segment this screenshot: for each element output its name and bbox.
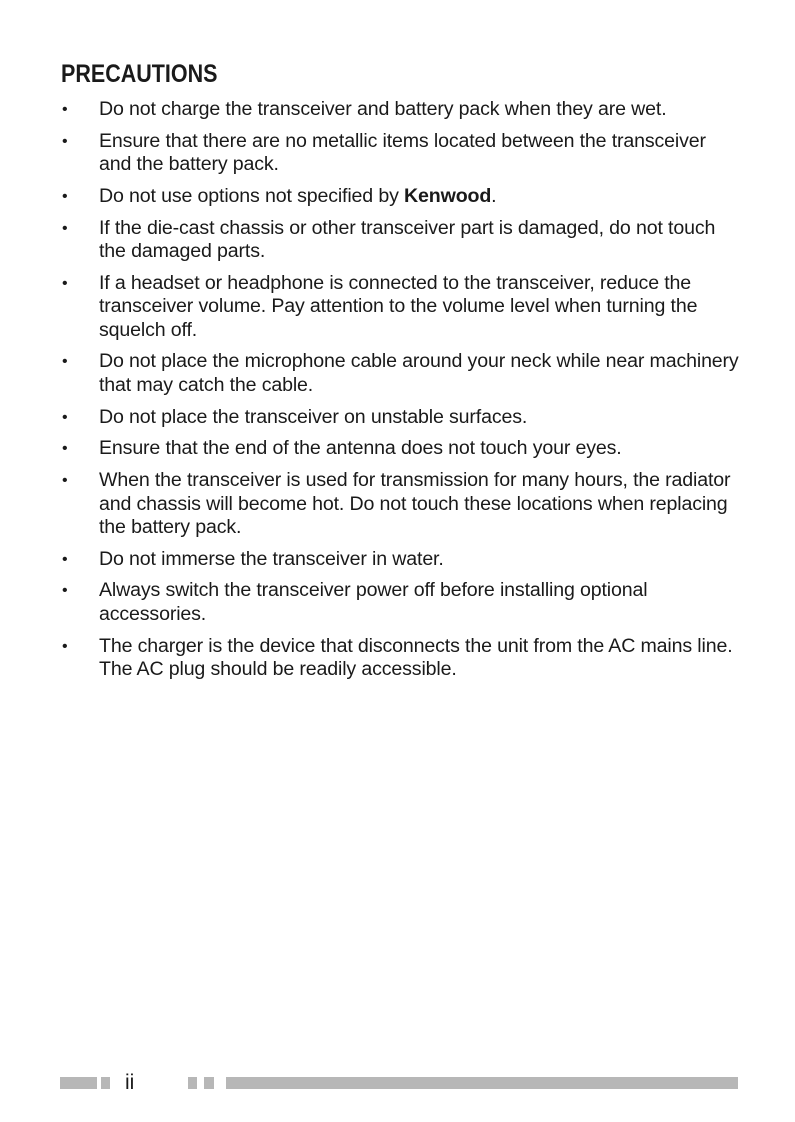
footer-bar-right-long xyxy=(226,1077,738,1089)
footer-bar-right-short-2 xyxy=(204,1077,214,1089)
item-text: When the transceiver is used for transmission for many hours, the radiator and chassis will become hot. Do not touch these locations when replacing the battery pack. xyxy=(99,469,731,538)
item-text: Ensure that there are no metallic items located between the transceiver and the battery pack. xyxy=(99,129,706,176)
item-text: Do not place the transceiver on unstable surfaces. xyxy=(99,405,528,428)
list-item xyxy=(61,350,741,397)
list-item xyxy=(61,635,741,682)
bullet-icon: • xyxy=(62,132,68,150)
item-text: Do not immerse the transceiver in water. xyxy=(99,547,444,570)
list-item xyxy=(61,98,741,122)
bullet-icon: • xyxy=(62,353,68,371)
footer-bar-left-short xyxy=(101,1077,110,1089)
item-text: The charger is the device that disconnects the unit from the AC mains line. The AC plug should be readily accessible. xyxy=(99,634,733,681)
page-footer xyxy=(0,1072,795,1096)
item-text: Do not place the microphone cable around your neck while near machinery that may catch the cable. xyxy=(99,350,739,396)
precautions-list xyxy=(61,98,741,690)
list-item xyxy=(61,406,741,430)
bullet-icon: • xyxy=(62,408,68,426)
item-text: If the die-cast chassis or other transceiver part is damaged, do not touch the damaged parts. xyxy=(99,216,716,263)
bullet-icon: • xyxy=(62,472,68,489)
list-item xyxy=(61,548,741,572)
bullet-icon: • xyxy=(62,274,68,292)
list-item xyxy=(61,130,741,177)
list-item xyxy=(61,579,741,626)
item-text: Ensure that the end of the antenna does not touch your eyes. xyxy=(99,437,622,460)
bullet-icon: • xyxy=(62,101,68,118)
bullet-icon: • xyxy=(62,440,68,458)
item-text-before: Do not use options not specified by xyxy=(99,184,405,207)
bullet-icon: • xyxy=(62,187,68,205)
brand-name: Kenwood xyxy=(404,184,492,207)
bullet-icon: • xyxy=(62,219,68,237)
page-title: PRECAUTIONS xyxy=(61,60,218,88)
bullet-icon: • xyxy=(62,582,68,600)
bullet-icon: • xyxy=(62,637,68,655)
list-item xyxy=(61,217,741,264)
footer-bar-left-long xyxy=(60,1077,97,1089)
list-item xyxy=(61,185,741,209)
list-item xyxy=(61,437,741,461)
item-text-after: . xyxy=(491,184,497,207)
item-text: Always switch the transceiver power off before installing optional accessories. xyxy=(99,579,648,625)
list-item xyxy=(61,272,741,343)
bullet-icon: • xyxy=(62,550,68,568)
item-text: Do not charge the transceiver and battery pack when they are wet. xyxy=(99,98,667,120)
page-number: ii xyxy=(125,1071,135,1094)
list-item xyxy=(61,469,741,540)
item-text: If a headset or headphone is connected to the transceiver, reduce the transceiver volume. Pay attention to the volume level when turning the squelch off. xyxy=(99,271,698,341)
footer-bar-right-short-1 xyxy=(188,1077,197,1089)
